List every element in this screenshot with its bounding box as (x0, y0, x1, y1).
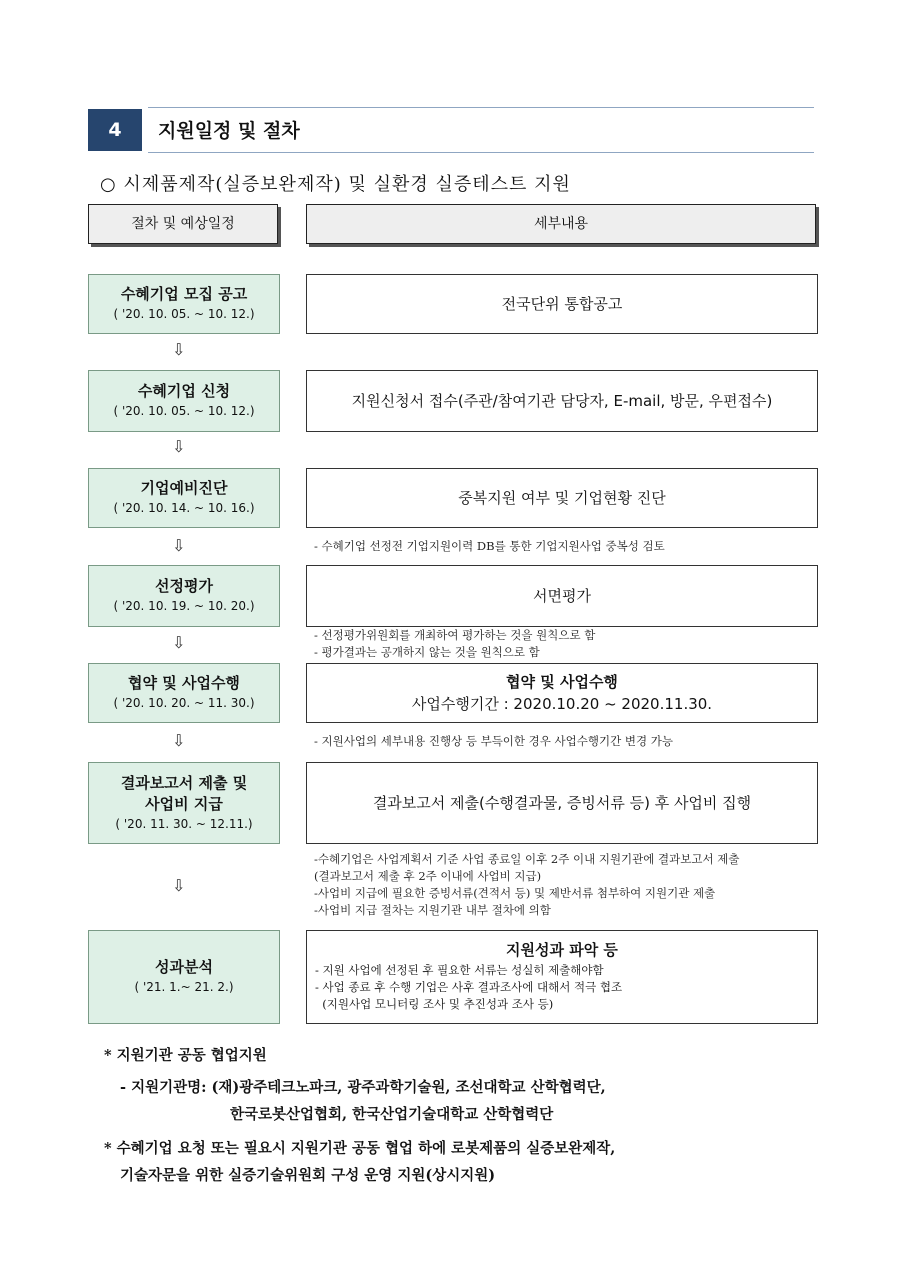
section-bottom-rule (148, 152, 814, 153)
footer-note-support-2: 기술자문을 위한 실증기술위원회 구성 운영 지원(상시지원) (120, 1167, 496, 1184)
note-report (314, 851, 739, 919)
step-title: 선정평가 (155, 577, 213, 595)
detail-item: - 지원 사업에 선정된 후 필요한 서류는 성실히 제출해야함 (315, 963, 604, 977)
header-details: 세부내용 (306, 204, 816, 244)
note-pre-diagnosis (314, 538, 665, 555)
step-title: 성과분석 (155, 958, 213, 976)
note-evaluation (314, 627, 595, 661)
detail-text: 전국단위 통합공고 (501, 295, 623, 313)
step-box-performance (88, 930, 280, 1024)
step-detail-pre-diagnosis (306, 468, 818, 528)
footer-agencies-line1: - 지원기관명: (재)광주테크노파크, 광주과학기술원, 조선대학교 산학협력단, (120, 1079, 606, 1096)
down-arrow-icon: ⇩ (172, 437, 186, 456)
step-box-evaluation (88, 565, 280, 627)
step-box-agreement (88, 663, 280, 723)
step-detail-evaluation (306, 565, 818, 627)
note-line: -사업비 지급 절차는 지원기관 내부 절차에 의함 (314, 903, 551, 917)
step-title: 결과보고서 제출 및 (120, 773, 248, 792)
section-title: 지원일정 및 절차 (158, 120, 300, 142)
step-box-application (88, 370, 280, 432)
step-dates: ( '20. 10. 14. ~ 10. 16.) (113, 501, 255, 515)
detail-item: - 사업 종료 후 수행 기업은 사후 결과조사에 대해서 적극 협조 (315, 980, 623, 994)
note-line: - 평가결과는 공개하지 않는 것을 원칙으로 함 (314, 645, 540, 659)
section-number: 4 (88, 109, 142, 151)
down-arrow-icon: ⇩ (172, 731, 186, 750)
step-title: 협약 및 사업수행 (128, 674, 240, 692)
note-line: -사업비 지급에 필요한 증빙서류(견적서 등) 및 제반서류 첨부하여 지원기관 제출 (314, 886, 716, 900)
step-detail-performance (306, 930, 818, 1024)
note-line: - 선정평가위원회를 개최하여 평가하는 것을 원칙으로 함 (314, 628, 596, 642)
footer-note-support: * 수혜기업 요청 또는 필요시 지원기관 공동 협업 하에 로봇제품의 실증보완제작, (104, 1140, 616, 1157)
section-top-rule (148, 107, 814, 108)
step-detail-report (306, 762, 818, 844)
step-box-recruitment (88, 274, 280, 334)
step-box-report (88, 762, 280, 844)
step-dates: ( '21. 1.~ 21. 2.) (134, 980, 234, 994)
down-arrow-icon: ⇩ (172, 876, 186, 895)
step-dates: ( '20. 10. 05. ~ 10. 12.) (113, 404, 255, 418)
header-procedure: 절차 및 예상일정 (88, 204, 278, 244)
note-line: - 수혜기업 선정전 기업지원이력 DB를 통한 기업지원사업 중복성 검토 (314, 539, 665, 553)
detail-item: (지원사업 모니터링 조사 및 추진성과 조사 등) (315, 997, 554, 1011)
down-arrow-icon: ⇩ (172, 340, 186, 359)
step-title: 수혜기업 신청 (137, 382, 231, 400)
detail-text: 서면평가 (533, 587, 591, 605)
sub-heading: ○ 시제품제작(실증보완제작) 및 실환경 실증테스트 지원 (100, 174, 571, 195)
step-box-pre-diagnosis (88, 468, 280, 528)
step-title: 수혜기업 모집 공고 (120, 285, 248, 303)
step-dates: ( '20. 10. 19. ~ 10. 20.) (113, 599, 255, 613)
note-line: -수혜기업은 사업계획서 기준 사업 종료일 이후 2주 이내 지원기관에 결과보고서 제출 (314, 852, 740, 866)
note-agreement (314, 733, 673, 750)
down-arrow-icon: ⇩ (172, 536, 186, 555)
step-dates: ( '20. 10. 05. ~ 10. 12.) (113, 307, 255, 321)
footer-agencies-line2: 한국로봇산업협회, 한국산업기술대학교 산학협력단 (230, 1106, 554, 1123)
step-dates: ( '20. 11. 30. ~ 12.11.) (115, 816, 253, 831)
step-detail-recruitment (306, 274, 818, 334)
note-line: - 지원사업의 세부내용 진행상 등 부득이한 경우 사업수행기간 변경 가능 (314, 734, 673, 748)
detail-text: 결과보고서 제출(수행결과물, 증빙서류 등) 후 사업비 집행 (372, 794, 752, 812)
detail-text: 지원신청서 접수(주관/참여기관 담당자, E-mail, 방문, 우편접수) (351, 392, 773, 410)
step-detail-agreement (306, 663, 818, 723)
note-line: (결과보고서 제출 후 2주 이내에 사업비 지급) (314, 869, 542, 883)
detail-text: 지원성과 파악 등 (506, 941, 618, 959)
step-title: 기업예비진단 (140, 479, 228, 497)
footer-note-cooperation: * 지원기관 공동 협업지원 (104, 1047, 267, 1064)
detail-text: 중복지원 여부 및 기업현황 진단 (458, 489, 666, 507)
step-title-2: 사업비 지급 (145, 794, 223, 813)
detail-period: 사업수행기간 : 2020.10.20 ~ 2020.11.30. (411, 695, 713, 713)
down-arrow-icon: ⇩ (172, 633, 186, 652)
step-dates: ( '20. 10. 20. ~ 11. 30.) (113, 696, 255, 710)
detail-text: 협약 및 사업수행 (506, 673, 618, 691)
step-detail-application (306, 370, 818, 432)
